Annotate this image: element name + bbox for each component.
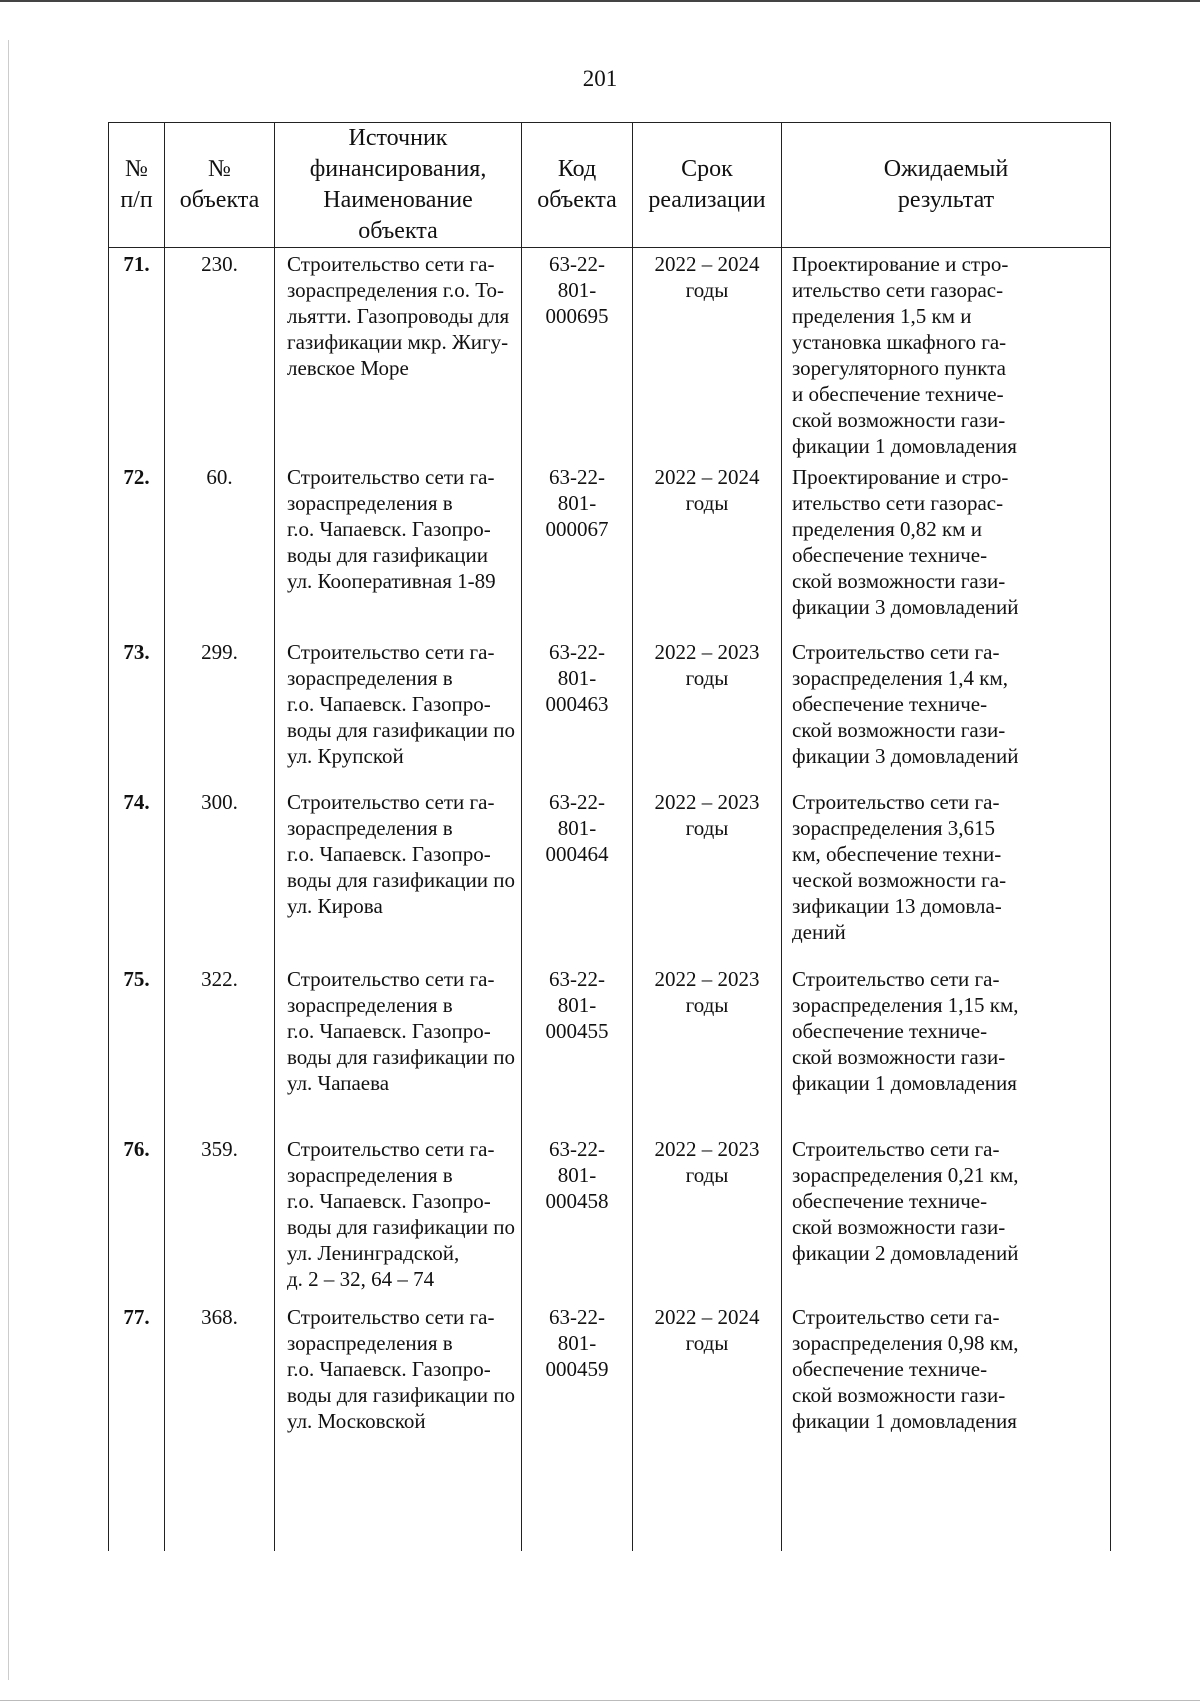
row-object-num: 60. <box>165 461 275 636</box>
row-object-num: 368. <box>165 1301 275 1551</box>
header-num: № п/п <box>109 123 165 248</box>
row-code: 63-22- 801- 000067 <box>522 461 633 636</box>
row-result: Строительство сети га- зораспределения 0,98 км, обеспечение техниче- ской возможности гази- фикации 1 домовладения <box>782 1301 1111 1551</box>
row-code: 63-22- 801- 000459 <box>522 1301 633 1551</box>
row-source: Строительство сети га- зораспределения в г.о. Чапаевск. Газопро- воды для газификации по ул. Кирова <box>275 786 522 963</box>
row-code: 63-22- 801- 000695 <box>522 248 633 461</box>
table-row <box>109 248 1111 461</box>
row-num: 74. <box>109 786 165 963</box>
row-term: 2022 – 2024 годы <box>633 1301 782 1551</box>
bottom-border-line <box>0 1700 1200 1701</box>
table-row <box>109 963 1111 1133</box>
row-object-num: 299. <box>165 636 275 786</box>
row-source: Строительство сети га- зораспределения в г.о. Чапаевск. Газопро- воды для газификации по ул. Крупской <box>275 636 522 786</box>
table-row <box>109 636 1111 786</box>
row-code: 63-22- 801- 000464 <box>522 786 633 963</box>
header-result: Ожидаемый результат <box>782 123 1111 248</box>
row-code: 63-22- 801- 000455 <box>522 963 633 1133</box>
row-term: 2022 – 2023 годы <box>633 963 782 1133</box>
left-margin-line <box>8 40 9 1680</box>
row-source: Строительство сети га- зораспределения в г.о. Чапаевск. Газопро- воды для газификации по ул. Московской <box>275 1301 522 1551</box>
row-num: 72. <box>109 461 165 636</box>
row-object-num: 359. <box>165 1133 275 1301</box>
page-number: 201 <box>582 66 618 91</box>
row-source: Строительство сети га- зораспределения в г.о. Чапаевск. Газопро- воды для газификации по ул. Чапаева <box>275 963 522 1133</box>
row-source: Строительство сети га- зораспределения в г.о. Чапаевск. Газопро- воды для газификации по ул. Ленинградской, д. 2 – 32, 64 – 74 <box>275 1133 522 1301</box>
row-object-num: 300. <box>165 786 275 963</box>
row-result: Строительство сети га- зораспределения 1,15 км, обеспечение техниче- ской возможности гази- фикации 1 домовладения <box>782 963 1111 1133</box>
table-row <box>109 786 1111 963</box>
row-result: Строительство сети га- зораспределения 3,615 км, обеспечение техни- ческой возможности га- зификации 13 домовла- дений <box>782 786 1111 963</box>
row-term: 2022 – 2023 годы <box>633 636 782 786</box>
row-term: 2022 – 2024 годы <box>633 461 782 636</box>
row-term: 2022 – 2023 годы <box>633 786 782 963</box>
row-num: 71. <box>109 248 165 461</box>
table-row <box>109 461 1111 636</box>
header-code: Код объекта <box>522 123 633 248</box>
table-row <box>109 1301 1111 1551</box>
objects-table <box>108 122 1111 1551</box>
header-source: Источник финансирования, Наименование объекта <box>275 123 522 248</box>
row-term: 2022 – 2023 годы <box>633 1133 782 1301</box>
row-result: Строительство сети га- зораспределения 0,21 км, обеспечение техниче- ской возможности гази- фикации 2 домовладений <box>782 1133 1111 1301</box>
row-num: 76. <box>109 1133 165 1301</box>
row-result: Проектирование и стро- ительство сети газорас- пределения 0,82 км и обеспечение техниче- ской возможности гази- фикации 3 домовладений <box>782 461 1111 636</box>
header-term: Срок реализации <box>633 123 782 248</box>
row-result: Строительство сети га- зораспределения 1,4 км, обеспечение техниче- ской возможности гази- фикации 3 домовладений <box>782 636 1111 786</box>
row-code: 63-22- 801- 000458 <box>522 1133 633 1301</box>
row-num: 77. <box>109 1301 165 1551</box>
row-object-num: 230. <box>165 248 275 461</box>
row-result: Проектирование и стро- ительство сети газорас- пределения 1,5 км и установка шкафного га- зорегуляторного пункта и обеспечение техниче- ской возможности гази- фикации 1 домовладения <box>782 248 1111 461</box>
table-header-row <box>109 123 1111 248</box>
row-num: 75. <box>109 963 165 1133</box>
row-source: Строительство сети га- зораспределения в г.о. Чапаевск. Газопро- воды для газификации ул. Кооперативная 1-89 <box>275 461 522 636</box>
row-num: 73. <box>109 636 165 786</box>
row-source: Строительство сети га- зораспределения г.о. То- льятти. Газопроводы для газификации мкр. Жигу- левское Море <box>275 248 522 461</box>
row-object-num: 322. <box>165 963 275 1133</box>
header-object-num: № объекта <box>165 123 275 248</box>
top-border-line <box>0 0 1200 2</box>
row-code: 63-22- 801- 000463 <box>522 636 633 786</box>
table-row <box>109 1133 1111 1301</box>
row-term: 2022 – 2024 годы <box>633 248 782 461</box>
